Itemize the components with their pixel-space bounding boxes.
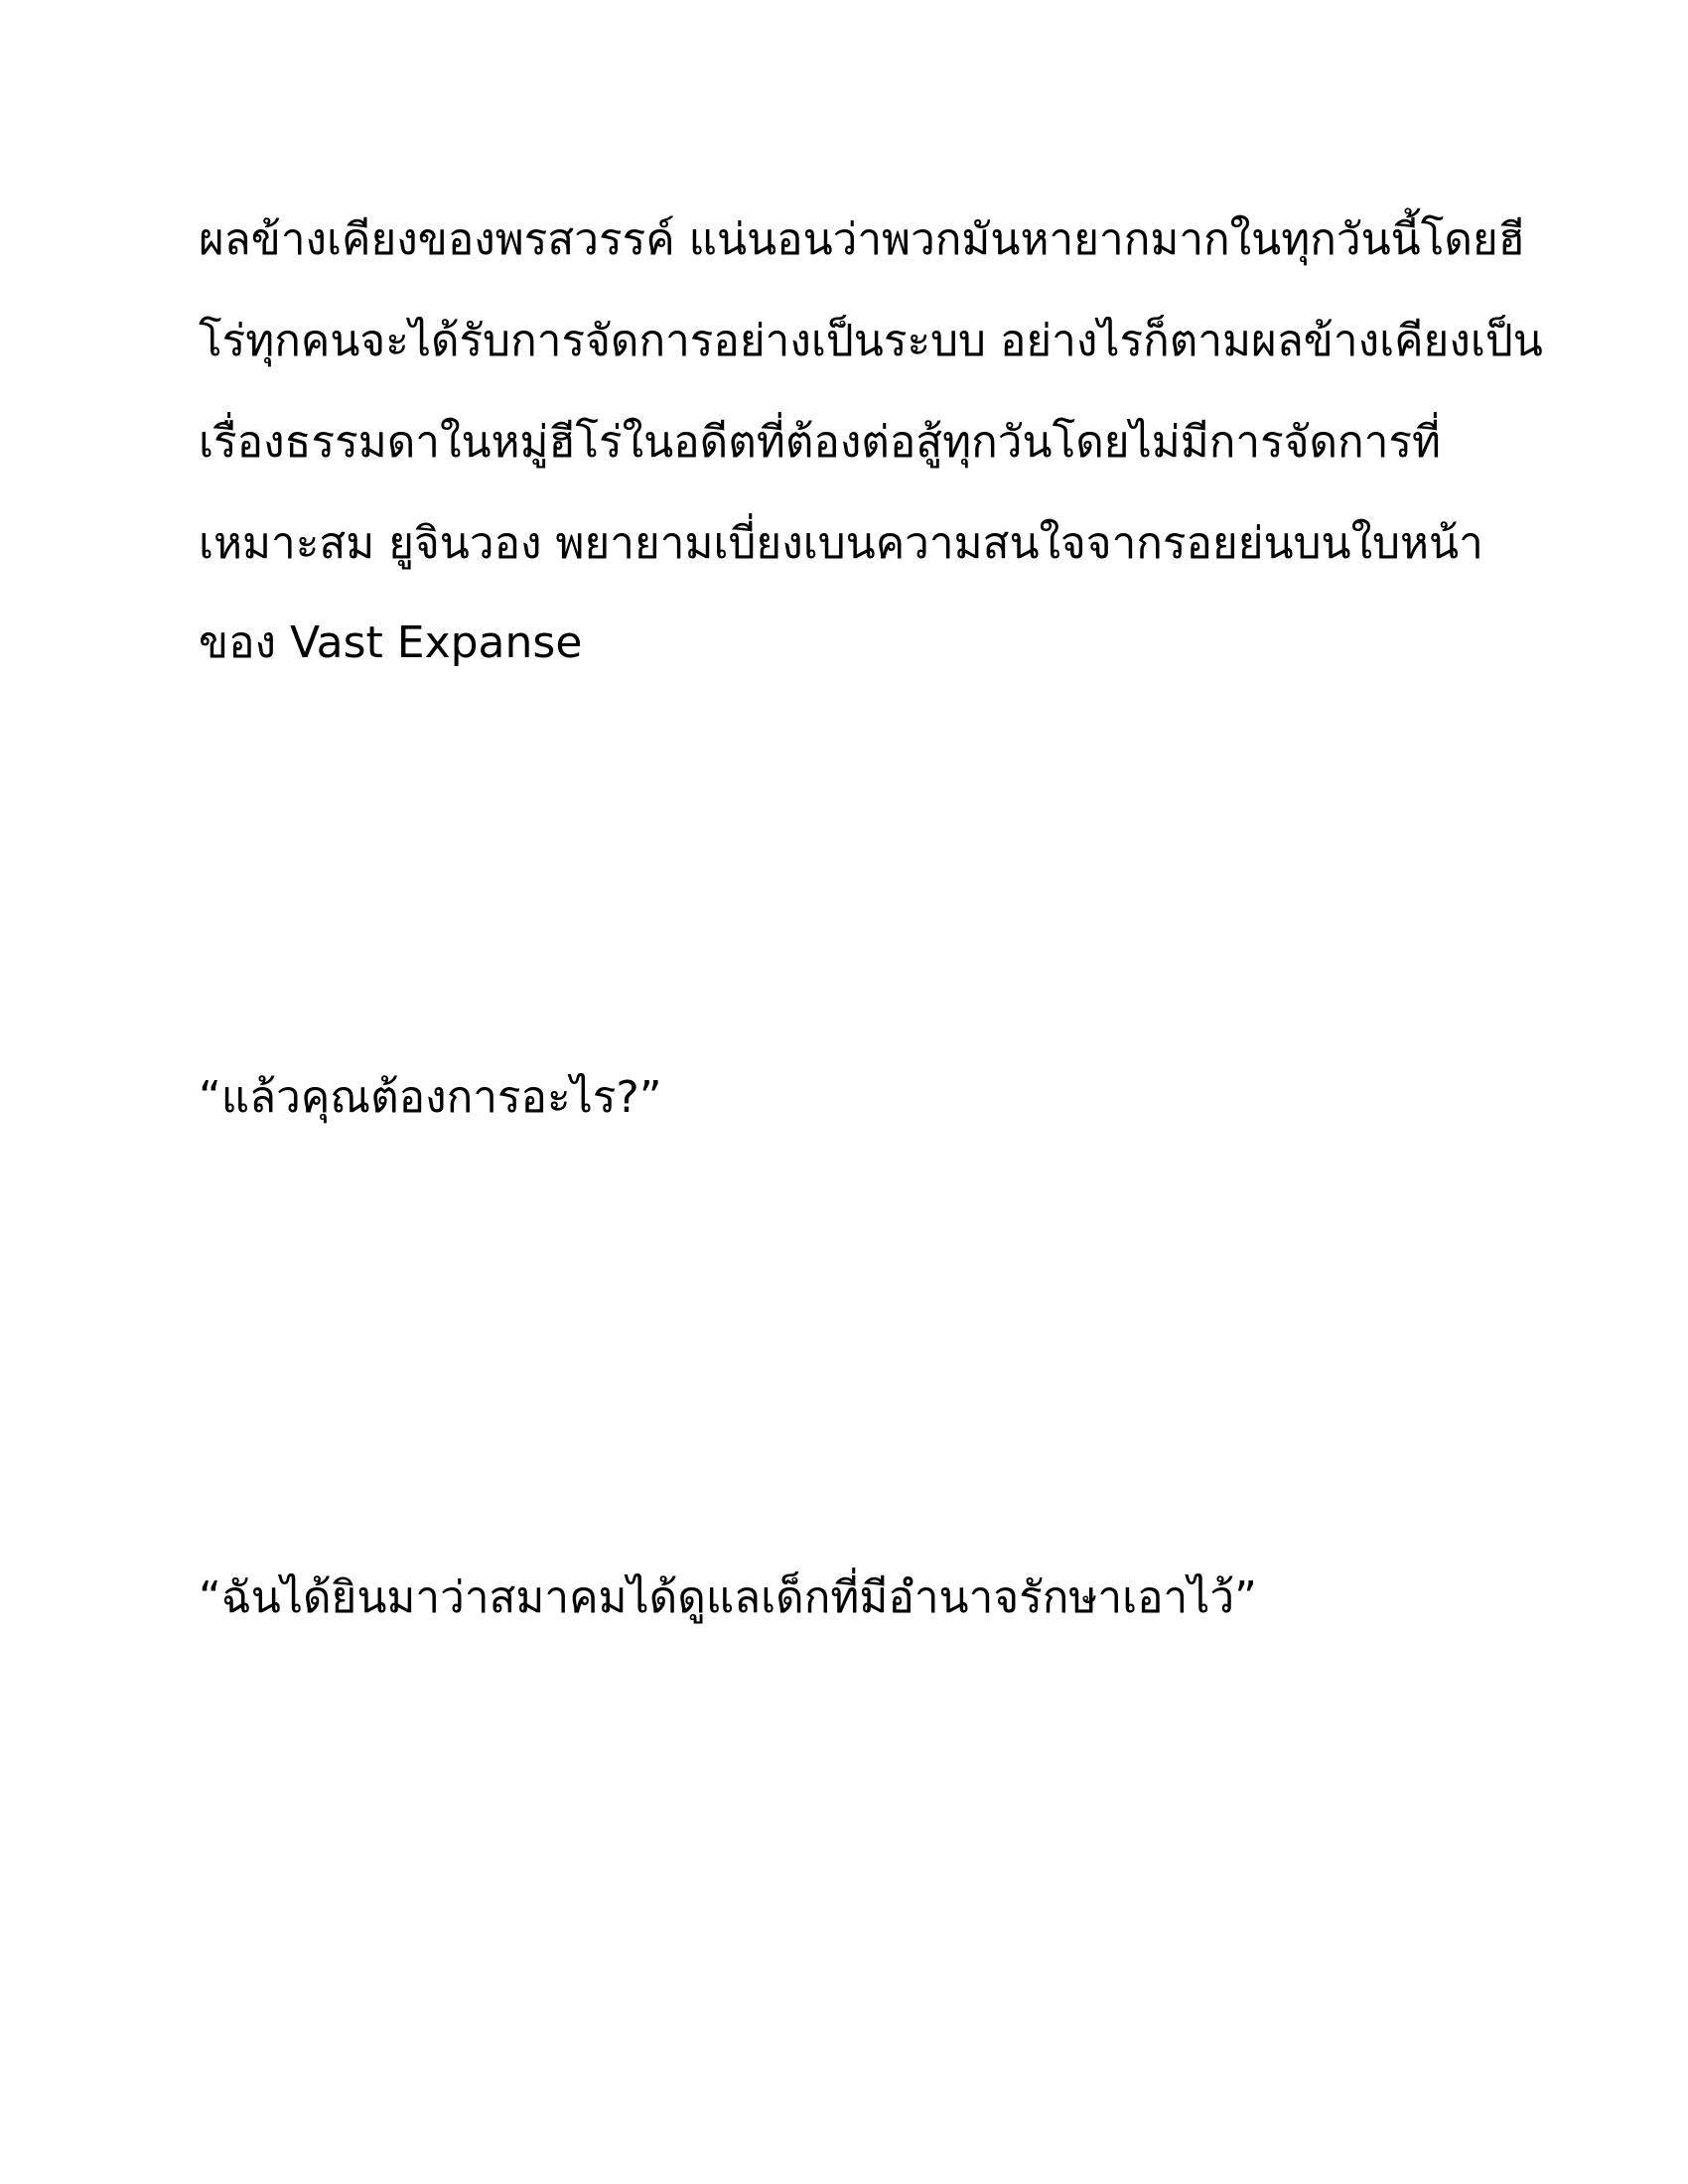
paragraph-line-3: เรื่องธรรมดาในหมู่ฮีโร่ในอดีตที่ต้องต่อสู้ทุกวันโดยไม่มีการจัดการที่ <box>199 417 1442 468</box>
paragraph-line-2: โร่ทุกคนจะได้รับการจัดการอย่างเป็นระบบ อย่างไรก็ตามผลข้างเคียงเป็น <box>199 316 1543 366</box>
paragraph-line-5: ของ Vast Expanse <box>199 617 583 668</box>
paragraph-line-1: ผลข้างเคียงของพรสวรรค์ แน่นอนว่าพวกมันหายากมากในทุกวันนี้โดยฮี <box>199 214 1525 265</box>
dialogue-line-1: “แล้วคุณต้องการอะไร?” <box>199 1072 662 1123</box>
paragraph-line-4: เหมาะสม ยูจินวอง พยายามเบี่ยงเบนความสนใจจากรอยย่นบนใบหน้า <box>199 518 1483 569</box>
dialogue-line-2: “ฉันได้ยินมาว่าสมาคมได้ดูแลเด็กที่มีอำนาจรักษาเอาไว้” <box>199 1572 1257 1623</box>
